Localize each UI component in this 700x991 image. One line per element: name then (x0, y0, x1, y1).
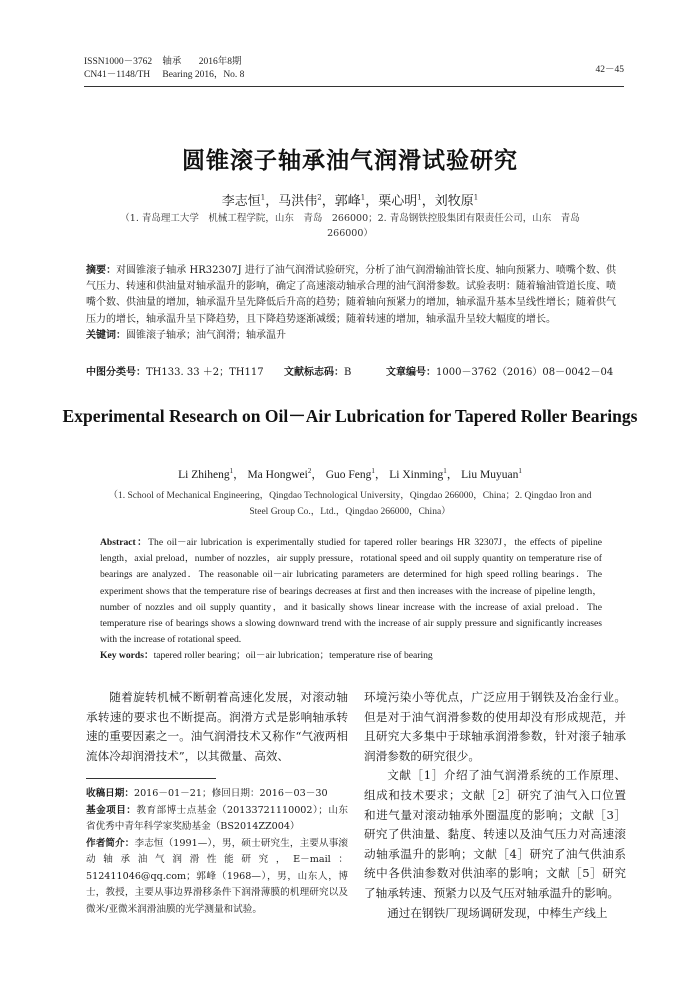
footnote-divider (86, 778, 216, 779)
document-code: 文献标志码：B (284, 367, 352, 378)
english-abstract: Abstract：The oil－air lubrication is experimentally studied for tapered roller bearings HR 32307J，the effects of pipeline length，axial preload，number of nozzles，air supply pressure，rotational speed and oil supply quantity on temperature rise of bearings are analyzed．The reasonable oil－air lubricating parameters are determined for high speed rolling bearings．The experiment shows that the temperature rise of bearings decreases at first and then increases with the increase of pipeline length，number of nozzles and oil supply quantity，and it basically shows linear increase with the increase of axial preload．The temperature rise of bearings shows a slowing downward trend with the increase of air supply pressure and significantly increases with the increase of rotational speed. (100, 537, 602, 646)
page-range: 42－45 (595, 65, 624, 75)
author: 栗心明$^1$ (378, 193, 422, 209)
chinese-keywords: 关键词：圆锥滚子轴承；油气润滑；轴承温升 (86, 329, 286, 341)
clc-number: 中图分类号：TH133. 33 ＋2；TH117 (86, 367, 264, 378)
article-number: 文章编号：1000－3762（2016）08－0042－04 (386, 367, 614, 378)
author: 马洪伟$^2$ (278, 193, 322, 209)
cn-number: CN41－1148/TH (84, 70, 151, 80)
english-authors: Li Zhiheng$^1$， Ma Hongwei$^2$， Guo Feng$^1$， Li Xinming$^1$， Liu Muyuan$^1$ (178, 467, 522, 481)
chinese-affiliation: （1. 青岛理工大学 机械工程学院，山东 青岛 266000；2. 青岛钢铁控股集团有限责任公司，山东 青岛 266000） (120, 213, 590, 239)
header-divider (84, 86, 624, 87)
body-paragraph: 环境污染小等优点，广泛应用于钢铁及冶金行业。但是对于油气润滑参数的使用却没有形成规范，并且研究大多集中于球轴承润滑参数，针对滚子轴承润滑参数的研究很少。 (364, 690, 626, 763)
body-paragraph: 随着旋转机械不断朝着高速化发展，对滚动轴承转速的要求也不断提高。润滑方式是影响轴承转速的重要因素之一。油气润滑技术又称作“气液两相流体冷却润滑技术”，以其微量、高效、 (86, 690, 348, 763)
author: 刘牧原$^1$ (434, 193, 479, 209)
chinese-title: 圆锥滚子轴承油气润滑试验研究 (182, 147, 518, 174)
footnote-author: 作者简介：李志恒（1991—），男，硕士研究生，主要从事滚动轴承油气润滑性能研究，E－mail：512411046@qq.com；郭峰（1968—），男，山东人，博士，教授，主要从事边界滑移条件下润滑薄膜的机理研究以及微米/亚微米润滑油膜的光学测量和试验。 (86, 837, 348, 915)
english-keywords: Key words：tapered roller bearing；oil－air lubrication；temperature rise of bearing (100, 650, 433, 661)
header-row-1 (84, 56, 624, 69)
author: Guo Feng$^1$ (325, 467, 375, 481)
journal-header (84, 56, 624, 82)
english-affiliation: （1. School of Mechanical Engineering，Qingdao Technological University，Qingdao 266000，China；2. Qingdao Iron and Steel Group Co.，Ltd.，Qingdao 266000，China） (108, 491, 592, 517)
journal-name-cn: 轴承 (162, 57, 182, 67)
author: Li Xinming$^1$ (389, 467, 447, 481)
english-title: Experimental Research on Oil－Air Lubrication for Tapered Roller Bearings (62, 406, 638, 426)
chinese-authors: 李志恒$^1$，马洪伟$^2$，郭峰$^1$，栗心明$^1$，刘牧原$^1$ (221, 193, 479, 209)
author: 李志恒$^1$ (221, 193, 266, 209)
classification-row (86, 363, 616, 378)
footnote-received: 收稿日期：2016－01－21；修回日期：2016－03－30 (86, 788, 328, 799)
author: Li Zhiheng$^1$ (178, 467, 234, 481)
footnote-fund: 基金项目：教育部博士点基金（20133721110002）；山东省优秀中青年科学家奖励基金（BS2014ZZ004） (86, 804, 348, 832)
chinese-abstract: 摘要：对圆锥滚子轴承 HR32307J 进行了油气润滑试验研究，分析了油气润滑输油管长度、轴向预紧力、喷嘴个数、供气压力、转速和供油量对轴承温升的影响，确定了高速滚动轴承合理的油气润滑参数。试验表明：随着输油管道长度、喷嘴个数、供油量的增加，轴承温升呈先降低后升高的趋势；随着轴向预紧力的增加，轴承温升基本呈线性增长；随着供气压力的增长，轴承温升呈下降趋势，且下降趋势逐渐减缓；随着转速的增加，轴承温升呈较大幅度的增长。 (86, 265, 617, 325)
chinese-abstract-block (86, 263, 616, 344)
body-column-left (86, 688, 348, 766)
body-paragraph: 通过在钢铁厂现场调研发现，中棒生产线上 (387, 905, 608, 920)
header-row-2 (84, 69, 624, 82)
body-column-right (364, 688, 626, 923)
author: 郭峰$^1$ (334, 193, 366, 209)
author: Ma Hongwei$^2$ (247, 467, 312, 481)
issue-cn: 2016年8期 (198, 57, 242, 67)
issn: ISSN1000－3762 (84, 57, 153, 67)
footnotes (86, 786, 348, 918)
journal-name-en: Bearing 2016，No. 8 (162, 70, 245, 80)
body-paragraph: 文献［1］介绍了油气润滑系统的工作原理、组成和技术要求；文献［2］研究了油气入口位置和进气量对滚动轴承外圈温度的影响；文献［3］研究了供油量、黏度、转速以及油气压力对高速滚动轴承温升的影响；文献［4］研究了油气供油系统中各供油参数对供油率的影响；文献［5］研究了轴承转速、预紧力以及气压对轴承温升的影响。 (364, 768, 626, 900)
author: Liu Muyuan$^1$ (461, 467, 522, 481)
